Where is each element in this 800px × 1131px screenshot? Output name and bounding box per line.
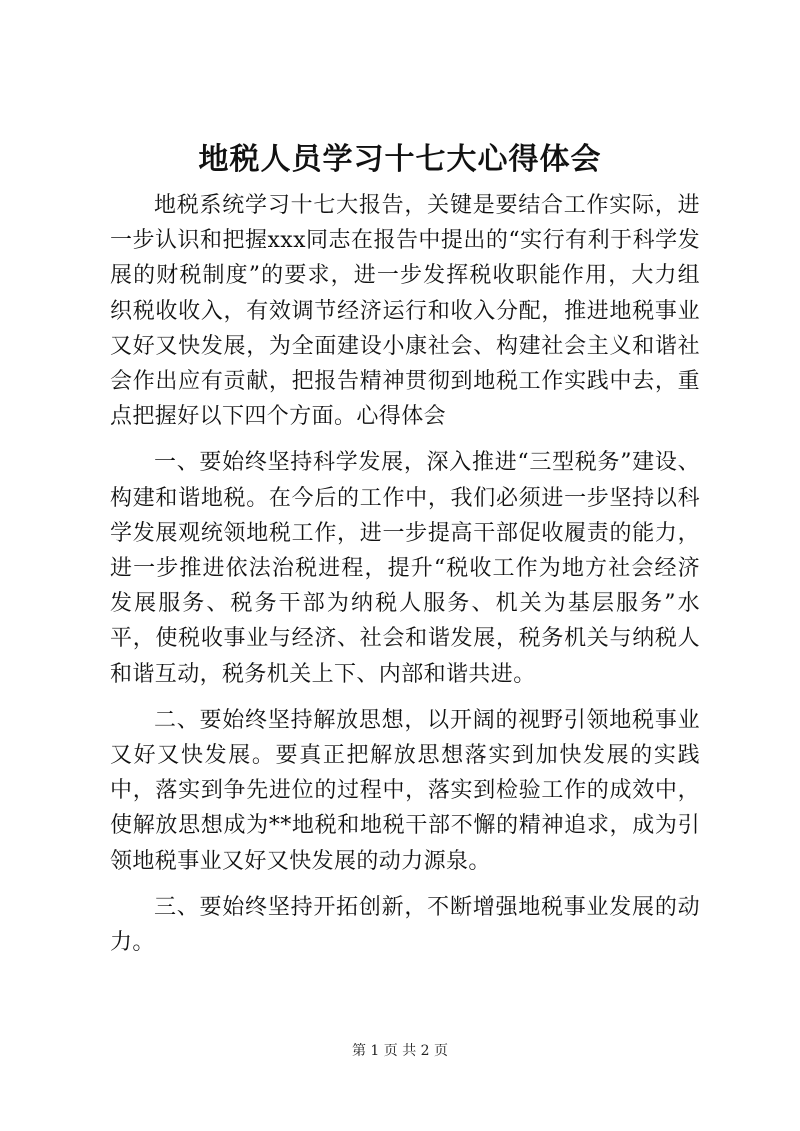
document-title: 地税人员学习十七大心得体会	[198, 142, 602, 177]
paragraph-intro: 地税系统学习十七大报告，关键是要结合工作实际，进一步认识和把握xxx同志在报告中提出的“实行有利于科学发展的财税制度”的要求，进一步发挥税收职能作用，大力组织税收收入，有效调节经济运行和收入分配，推进地税事业又好又快发展，为全面建设小康社会、构建社会主义和谐社会作出应有贡献，把报告精神贯彻到地税工作实践中去，重点把握好以下四个方面。心得体会	[110, 193, 700, 430]
page-footer: 第 1 页 共 2 页	[351, 1043, 449, 1059]
document-body	[110, 188, 700, 960]
paragraph-point-two: 二、要始终坚持解放思想，以开阔的视野引领地税事业又好又快发展。要真正把解放思想落实到加快发展的实践中，落实到争先进位的过程中，落实到检验工作的成效中，使解放思想成为**地税和地税干部不懈的精神追求，成为引领地税事业又好又快发展的动力源泉。	[110, 707, 700, 874]
paragraph-point-three: 三、要始终坚持开拓创新，不断增强地税事业发展的动力。	[110, 894, 700, 956]
paragraph-point-one: 一、要始终坚持科学发展，深入推进“三型税务”建设、构建和谐地税。在今后的工作中，我们必须进一步坚持以科学发展观统领地税工作，进一步提高干部促收履责的能力，进一步推进依法治税进程，提升“税收工作为地方社会经济发展服务、税务干部为纳税人服务、机关为基层服务”水平，使税收事业与经济、社会和谐发展，税务机关与纳税人和谐互动，税务机关上下、内部和谐共进。	[110, 450, 700, 687]
